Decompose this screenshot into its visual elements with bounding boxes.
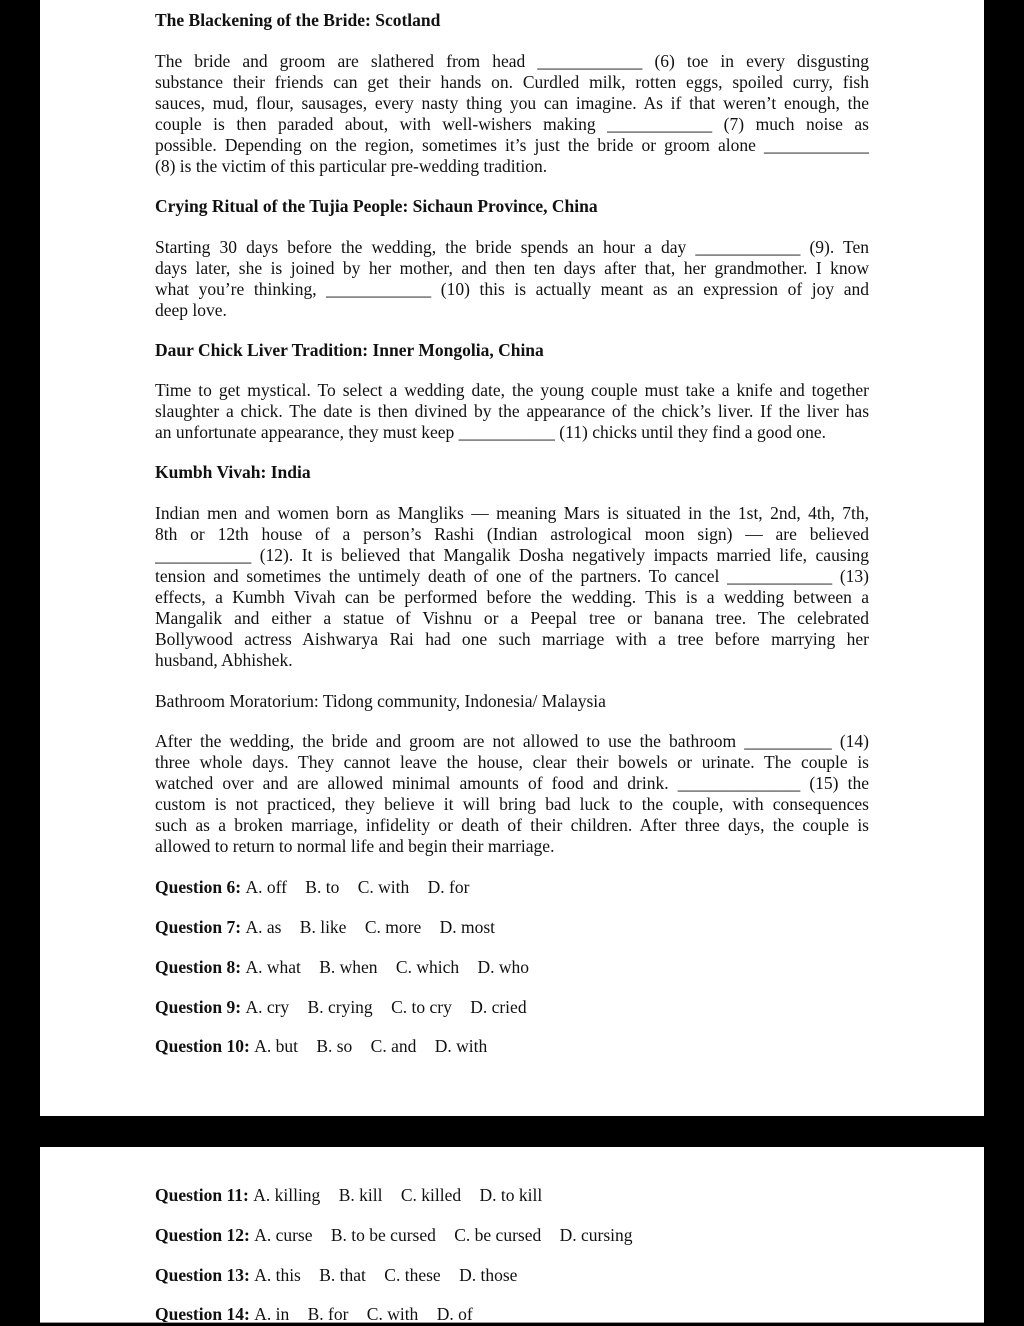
paragraph-line: custom is not practiced, they believe it will bring bad luck to the couple, with consequences — [155, 794, 869, 814]
option-d: D. to kill — [479, 1185, 543, 1205]
option-d: D. of — [436, 1304, 473, 1323]
paragraph-line: (8) is the victim of this particular pre-wedding tradition. — [155, 156, 548, 176]
section-heading: Crying Ritual of the Tujia People: Sichaun Province, China — [155, 196, 598, 216]
paragraph-line: slaughter a chick. The date is then divined by the appearance of the chick’s liver. If the liver has — [155, 401, 869, 421]
section-heading: Daur Chick Liver Tradition: Inner Mongolia, China — [155, 340, 544, 360]
option-b: B. so — [316, 1036, 353, 1056]
question-12 — [155, 1225, 647, 1246]
paragraph-line: Mangalik and either a statue of Vishnu or a Peepal tree or banana tree. The celebrated — [155, 608, 869, 628]
paragraph-line: sauces, mud, flour, sausages, every nasty thing you can imagine. As if that weren’t enough, the — [155, 93, 869, 113]
question-label: Question 13: — [155, 1265, 255, 1285]
option-b: B. crying — [307, 997, 373, 1017]
paragraph-line: husband, Abhishek. — [155, 650, 293, 670]
option-d: D. cursing — [559, 1225, 633, 1245]
question-11 — [155, 1185, 556, 1206]
section-paragraph — [155, 237, 869, 321]
question-7 — [155, 917, 509, 938]
option-b: B. for — [307, 1304, 349, 1323]
option-a: A. in — [254, 1304, 290, 1323]
question-label: Question 9: — [155, 997, 246, 1017]
paragraph-line: allowed to return to normal life and begin their marriage. — [155, 836, 555, 856]
question-label: Question 6: — [155, 877, 246, 897]
option-a: A. as — [245, 917, 282, 937]
option-c: C. to cry — [391, 997, 452, 1017]
paragraph-line: substance their friends can get their hands on. Curdled milk, rotten eggs, spoiled curry, fish — [155, 72, 869, 92]
paragraph-line: Bollywood actress Aishwarya Rai had one such marriage with a tree before marrying her — [155, 629, 869, 649]
option-c: C. these — [384, 1265, 441, 1285]
option-c: C. and — [370, 1036, 417, 1056]
option-c: C. with — [366, 1304, 419, 1323]
option-c: C. which — [395, 957, 460, 977]
section-heading: Kumbh Vivah: India — [155, 462, 311, 482]
paragraph-line: Indian men and women born as Mangliks — meaning Mars is situated in the 1st, 2nd, 4th, 7th, — [155, 503, 869, 523]
question-10 — [155, 1036, 501, 1057]
section-paragraph — [155, 51, 869, 177]
paragraph-line: an unfortunate appearance, they must keep ___________ (11) chicks until they find a good one. — [155, 422, 826, 442]
paragraph-line: couple is then paraded about, with well-wishers making ____________ (7) much noise as — [155, 114, 869, 134]
option-c: C. killed — [400, 1185, 462, 1205]
section-paragraph — [155, 380, 869, 443]
question-9 — [155, 997, 541, 1018]
paragraph-line: 8th or 12th house of a person’s Rashi (Indian astrological moon sign) — are believed — [155, 524, 869, 544]
paragraph-line: what you’re thinking, ____________ (10) this is actually meant as an expression of joy and — [155, 279, 869, 299]
document-page-2 — [40, 1147, 984, 1323]
question-13 — [155, 1265, 531, 1286]
option-a: A. curse — [254, 1225, 313, 1245]
paragraph-line: watched over and are allowed minimal amounts of food and drink. ______________ (15) the — [155, 773, 869, 793]
paragraph-line: three whole days. They cannot leave the house, clear their bowels or urinate. The couple is — [155, 752, 869, 772]
option-b: B. that — [319, 1265, 366, 1285]
option-d: D. who — [477, 957, 530, 977]
paragraph-line: Time to get mystical. To select a wedding date, the young couple must take a knife and together — [155, 380, 869, 400]
option-a: A. but — [254, 1036, 298, 1056]
option-d: D. those — [459, 1265, 518, 1285]
option-d: D. most — [439, 917, 496, 937]
paragraph-line: Starting 30 days before the wedding, the bride spends an hour a day ____________ (9). Ten — [155, 237, 869, 257]
option-c: C. with — [357, 877, 410, 897]
question-label: Question 12: — [155, 1225, 255, 1245]
paragraph-line: tension and sometimes the untimely death of one of the partners. To cancel ____________ (13) — [155, 566, 869, 586]
option-a: A. what — [245, 957, 301, 977]
option-c: C. be cursed — [454, 1225, 542, 1245]
question-label: Question 8: — [155, 957, 246, 977]
paragraph-line: The bride and groom are slathered from head ____________ (6) toe in every disgusting — [155, 51, 869, 71]
section-paragraph — [155, 503, 869, 671]
question-label: Question 10: — [155, 1036, 255, 1056]
paragraph-line: After the wedding, the bride and groom are not allowed to use the bathroom __________ (14) — [155, 731, 869, 751]
option-a: A. killing — [253, 1185, 321, 1205]
option-d: D. with — [434, 1036, 488, 1056]
option-a: A. this — [254, 1265, 301, 1285]
question-8 — [155, 957, 543, 978]
document-page-1 — [40, 0, 984, 1116]
question-label: Question 7: — [155, 917, 246, 937]
question-label: Question 14: — [155, 1304, 255, 1323]
paragraph-line: ___________ (12). It is believed that Mangalik Dosha negatively impacts married life, causing — [155, 545, 869, 565]
option-d: D. for — [427, 877, 470, 897]
option-a: A. off — [245, 877, 287, 897]
option-c: C. more — [364, 917, 422, 937]
paragraph-line: possible. Depending on the region, sometimes it’s just the bride or groom alone ____________ — [155, 135, 869, 155]
paragraph-line: days later, she is joined by her mother, and then ten days after that, her grandmother. I know — [155, 258, 869, 278]
question-6 — [155, 877, 483, 898]
question-14 — [155, 1304, 487, 1323]
section-heading: Bathroom Moratorium: Tidong community, Indonesia/ Malaysia — [155, 691, 606, 711]
paragraph-line: deep love. — [155, 300, 227, 320]
option-d: D. cried — [470, 997, 527, 1017]
option-a: A. cry — [245, 997, 290, 1017]
option-b: B. to be cursed — [330, 1225, 436, 1245]
paragraph-line: effects, a Kumbh Vivah can be performed before the wedding. This is a wedding between a — [155, 587, 869, 607]
question-label: Question 11: — [155, 1185, 254, 1205]
option-b: B. to — [305, 877, 340, 897]
option-b: B. like — [299, 917, 347, 937]
section-paragraph — [155, 731, 869, 857]
paragraph-line: such as a broken marriage, infidelity or death of their children. After three days, the couple is — [155, 815, 869, 835]
option-b: B. when — [319, 957, 378, 977]
option-b: B. kill — [338, 1185, 383, 1205]
section-heading: The Blackening of the Bride: Scotland — [155, 10, 441, 30]
